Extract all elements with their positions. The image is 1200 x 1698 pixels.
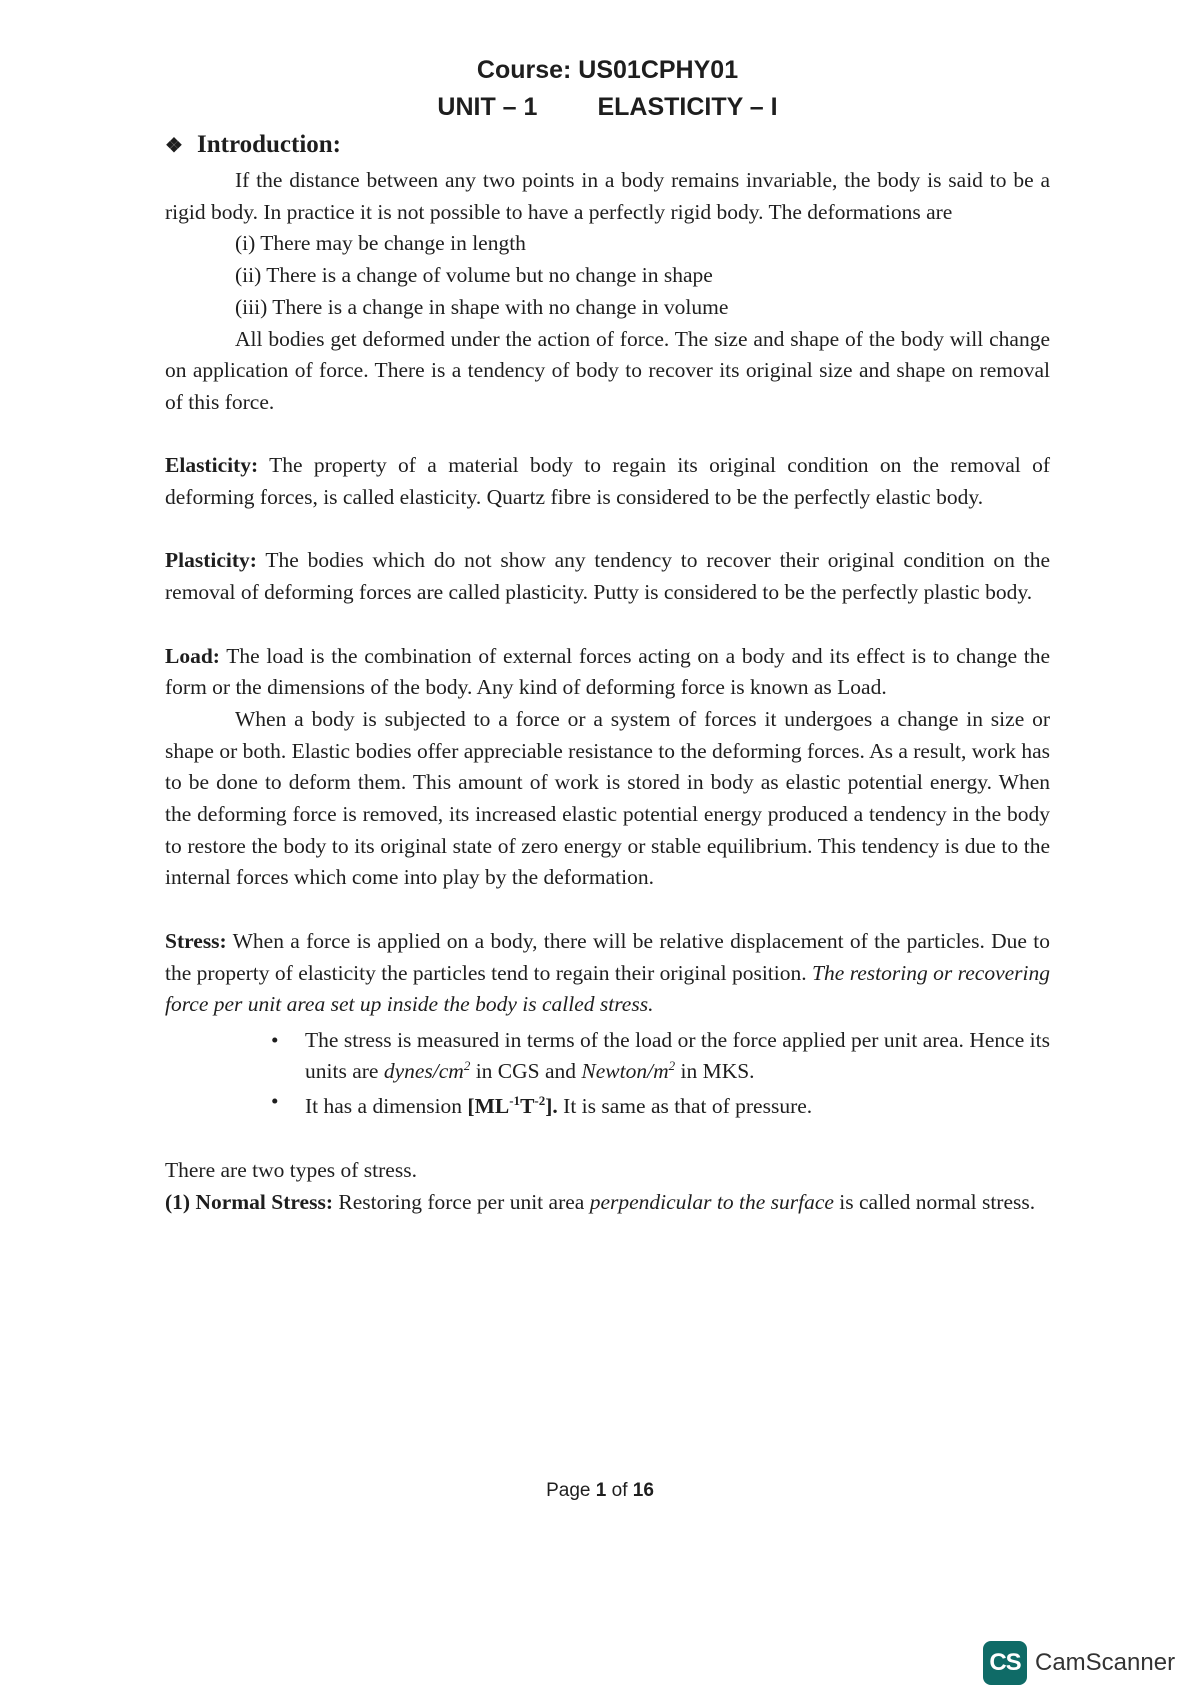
load-text: The load is the combination of external forces acting on a body and its effect is to change the form or the dimensions of the body. Any kind of deforming force is known as Load.: [165, 643, 1050, 700]
page-total: 16: [632, 1480, 654, 1501]
deformation-item-3: (iii) There is a change in shape with no change in volume: [235, 294, 729, 319]
stress-term: Stress:: [165, 928, 227, 953]
stress-types-intro: There are two types of stress.: [165, 1157, 417, 1182]
deformation-item-2: (ii) There is a change of volume but no change in shape: [235, 263, 713, 288]
stress-units-bullet: • The stress is measured in terms of the load or the force applied per unit area. Hence its units are dynes/$cm^2$ in CGS and Newton/$m^2$ in MKS.: [271, 1027, 1050, 1084]
stress-dimension-bullet: • It has a dimension $[ML^{-1}T^{-2}]$. It is same as that of pressure.: [271, 1089, 813, 1119]
page-footer: Page 1 of 16: [546, 1480, 654, 1501]
plasticity-text: The bodies which do not show any tendency to recover their original condition on the removal of deforming forces are called plasticity. Putty is considered to be the perfectly plastic body.: [165, 548, 1050, 605]
cgs-unit: dynes/$cm^2$: [383, 1057, 471, 1084]
camscanner-watermark: [983, 1640, 1175, 1686]
normal-stress-term: (1) Normal Stress:: [165, 1189, 333, 1214]
stress-definition: [165, 926, 1050, 1021]
diamond-bullet-icon: ❖: [165, 135, 183, 157]
plasticity-term: Plasticity:: [165, 548, 257, 573]
camscanner-text: CamScanner: [1035, 1649, 1176, 1676]
load-paragraph-2: When a body is subjected to a force or a system of forces it undergoes a change in size or shape or both. Elastic bodies offer appreciable resistance to the deforming forces. As a result, work has to be done to deform them. This amount of work is stored in body as elastic potential energy. When the deforming force is removed, its increased elastic potential energy produced a tendency in the body to restore the body to its original state of zero energy or stable equilibrium. This tendency is due to the internal forces which come into play by the deformation.: [165, 706, 1050, 890]
unit-title: [165, 89, 1050, 126]
intro-paragraph-2: All bodies get deformed under the action of force. The size and shape of the body will change on application of force. There is a tendency of body to recover its original size and shape on removal of this force.: [165, 326, 1050, 414]
deformation-item-1: (i) There may be change in length: [235, 231, 526, 256]
elasticity-term: Elasticity:: [165, 453, 259, 478]
load-definition: [165, 641, 1050, 704]
introduction-heading-text: Introduction:: [197, 131, 342, 158]
stress-text: When a force is applied on a body, there will be relative displacement of the particles. Due to the property of elasticity the particles tend to regain their original position.: [165, 928, 1050, 985]
stress-italic-definition: The restoring or recovering force per unit area set up inside the body is called stress.: [165, 960, 1050, 1017]
stress-bullet-list: [165, 1027, 1050, 1119]
bullet-icon: •: [271, 1089, 279, 1114]
elasticity-text: The property of a material body to regain its original condition on the removal of deforming forces, is called elasticity. Quartz fibre is considered to be the perfectly elastic body.: [165, 453, 1050, 510]
mks-unit: Newton/$m^2$: [581, 1057, 676, 1084]
elasticity-definition: [165, 450, 1050, 513]
page-content: [165, 52, 1050, 1218]
normal-stress-italic: perpendicular to the surface: [589, 1189, 834, 1214]
course-title: Course: US01CPHY01: [476, 56, 739, 84]
intro-paragraph-1: If the distance between any two points in a body remains invariable, the body is said to be a rigid body. In practice it is not possible to have a perfectly rigid body. The deformations are: [165, 168, 1050, 224]
bullet-icon: •: [271, 1027, 279, 1052]
unit-number: UNIT – 1: [437, 93, 538, 121]
camscanner-logo-icon: CS: [983, 1641, 1027, 1685]
plasticity-definition: [165, 545, 1050, 608]
page-number: 1: [595, 1480, 607, 1501]
load-term: Load:: [165, 643, 220, 668]
introduction-heading: [165, 126, 1050, 165]
normal-stress-definition: (1) Normal Stress: Restoring force per unit area perpendicular to the surface is called normal stress.: [165, 1189, 1036, 1214]
unit-name: ELASTICITY – I: [597, 93, 778, 121]
stress-dimension: $[ML^{-1}T^{-2}]$.: [467, 1093, 558, 1119]
